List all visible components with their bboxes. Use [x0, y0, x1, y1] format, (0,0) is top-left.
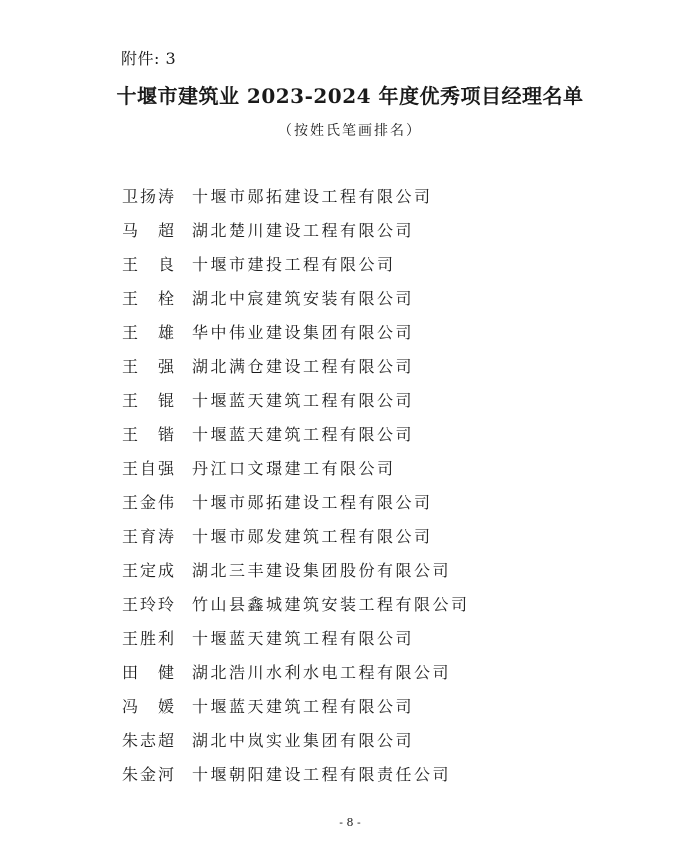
company-name: 湖北满仓建设工程有限公司: [192, 357, 415, 376]
manager-name: 王金伟: [122, 493, 177, 512]
list-item: [122, 588, 470, 622]
list-item: [122, 622, 470, 656]
manager-name: 卫扬涛: [122, 187, 177, 206]
company-name: 华中伟业建设集团有限公司: [192, 323, 415, 342]
manager-name: 田 健: [122, 663, 177, 682]
document-subtitle: （按姓氏笔画排名）: [278, 123, 422, 139]
company-name: 十堰市郧发建筑工程有限公司: [192, 527, 433, 546]
manager-name: 冯 媛: [122, 697, 177, 716]
company-name: 十堰市郧拓建设工程有限公司: [192, 187, 433, 206]
list-item: [122, 486, 470, 520]
company-name: 十堰市建投工程有限公司: [192, 255, 396, 274]
manager-name: 朱金河: [122, 765, 177, 784]
company-name: 湖北浩川水利水电工程有限公司: [192, 663, 452, 682]
list-item: [122, 316, 470, 350]
manager-name: 王 强: [122, 357, 177, 376]
company-name: 十堰蓝天建筑工程有限公司: [192, 425, 415, 444]
list-item: [122, 282, 470, 316]
manager-name: 王 雄: [122, 323, 177, 342]
company-name: 湖北三丰建设集团股份有限公司: [192, 561, 452, 580]
manager-name: 王 良: [122, 255, 177, 274]
company-name: 十堰蓝天建筑工程有限公司: [192, 697, 415, 716]
company-name: 十堰蓝天建筑工程有限公司: [192, 629, 415, 648]
manager-name: 王玲玲: [122, 595, 177, 614]
page-number: - 8 -: [339, 816, 361, 829]
manager-list: [122, 180, 470, 792]
manager-name: 王育涛: [122, 527, 177, 546]
company-name: 湖北楚川建设工程有限公司: [192, 221, 415, 240]
manager-name: 王自强: [122, 459, 177, 478]
attachment-label: 附件: 3: [121, 49, 177, 68]
company-name: 竹山县鑫城建筑安装工程有限公司: [192, 595, 470, 614]
list-item: [122, 656, 470, 690]
company-name: 十堰市郧拓建设工程有限公司: [192, 493, 433, 512]
company-name: 十堰朝阳建设工程有限责任公司: [192, 765, 452, 784]
manager-name: 王 锟: [122, 391, 177, 410]
list-item: [122, 554, 470, 588]
list-item: [122, 452, 470, 486]
manager-name: 朱志超: [122, 731, 177, 750]
manager-name: 王定成: [122, 561, 177, 580]
list-item: [122, 758, 470, 792]
manager-name: 马 超: [122, 221, 177, 240]
company-name: 丹江口文璟建工有限公司: [192, 459, 396, 478]
manager-name: 王 栓: [122, 289, 177, 308]
list-item: [122, 418, 470, 452]
document-title: 十堰市建筑业 2023-2024 年度优秀项目经理名单: [116, 84, 584, 108]
list-item: [122, 248, 470, 282]
list-item: [122, 350, 470, 384]
list-item: [122, 214, 470, 248]
list-item: [122, 690, 470, 724]
list-item: [122, 180, 470, 214]
list-item: [122, 724, 470, 758]
company-name: 湖北中宸建筑安装有限公司: [192, 289, 415, 308]
manager-name: 王 锴: [122, 425, 177, 444]
list-item: [122, 384, 470, 418]
company-name: 湖北中岚实业集团有限公司: [192, 731, 415, 750]
list-item: [122, 520, 470, 554]
company-name: 十堰蓝天建筑工程有限公司: [192, 391, 415, 410]
manager-name: 王胜利: [122, 629, 177, 648]
